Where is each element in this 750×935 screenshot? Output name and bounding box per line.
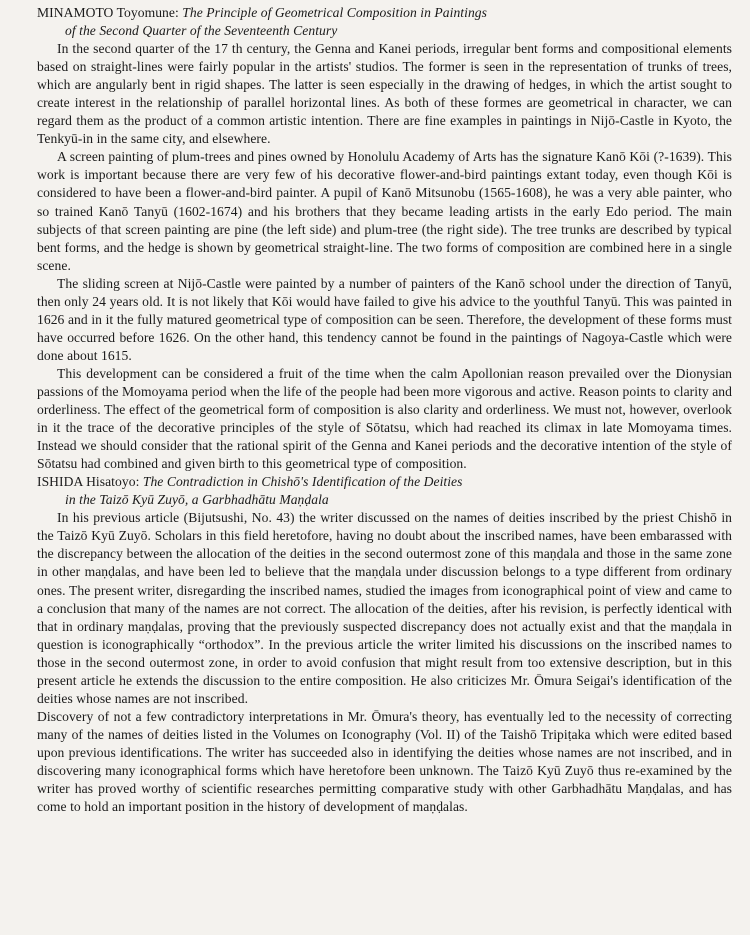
heading-line-1: [37, 4, 732, 22]
article-ishida: [37, 473, 732, 816]
article-heading: [37, 473, 732, 509]
article-title: The Principle of Geometrical Composition in Paintings: [182, 5, 487, 20]
paragraph: In his previous article (Bijutsushi, No. 43) the writer discussed on the names of deities inscribed by the priest Chishō in the Taizō Kyū Zuyō. Scholars in this field heretofore, having no doubt about the inscribed names, have been embarassed with the discrepancy between the allocation of the deities in the second outermost zone of this maṇḍala and those in the same zone in other maṇḍalas, and have been led to believe that the maṇḍala under discussion belongs to a type different from ordinary ones. The present writer, disregarding the inscribed names, studied the images from iconographical point of view and came to a conclusion that many of the names are not correct. The allocation of the deities, after his revision, is perfectly identical with that in ordinary maṇḍalas, proving that the previously suspected discrepancy does not actually exist and that the maṇḍala in question is iconographically “orthodox”. In the previous article the writer limited his discussions on the inscribed names to those in the second outermost zone, in order to avoid confusion that might result from too extensive description, but in this present article he extends the discussion to the entire composition. He also criticizes Mr. Ōmura Seigai's identification of the deities whose names are not inscribed.: [37, 510, 732, 706]
paragraph: In the second quarter of the 17 th century, the Genna and Kanei periods, irregular bent forms and compositional elements based on straight-lines were fairly popular in the artists' studios. The former is seen in the representation of trunks of trees, which are angularly bent in rigid shapes. The latter is seen especially in the drawing of hedges, in which the artist sought to create interest in the relationship of parallel horizontal lines. As both of these formes are geometrical in character, we can regard them as the product of a common artistic intention. There are fine examples in paintings in Nijō-Castle in Kyoto, the Tenkyū-in in the same city, and elsewhere.: [37, 41, 732, 147]
author-name: ISHIDA Hisatoyo: [37, 474, 136, 490]
colon-separator: :: [174, 5, 183, 20]
article-minamoto: [37, 4, 732, 473]
article-heading: [37, 4, 732, 40]
paragraph: This development can be considered a fruit of the time when the calm Apollonian reason prevailed over the Dionysian passions of the Momoyama period when the life of the people had been more vigorous and active. Reason points to clarity and orderliness. The effect of the geometrical form of composition is also clarity and orderliness. We must not, however, overlook in it the trace of the decorative principles of the style of Sōtatsu, which had reached its climax in late Momoyama times. Instead we should consider that the rational spirit of the Genna and Kanei periods and the decorative intention of the style of Sōtatsu had combined and given birth to this geometrical type of composition.: [37, 365, 732, 472]
paragraph: Discovery of not a few contradictory interpretations in Mr. Ōmura's theory, has eventually led to the necessity of correcting many of the names of deities listed in the Volumes on Iconography (Vol. II) of the Taishō Tripiṭaka which were edited based upon previous identifications. The writer has succeeded also in identifying the deities whose names are not inscribed, and in discovering many iconographical forms which have heretofore been unknown. The Taizō Kyū Zuyō thus re-examined by the writer has proved worthy of scientific researches permitting comparative study with other Garbhadhātu Maṇḍalas, and has come to hold an important position in the history of development of maṇḍalas.: [37, 708, 732, 815]
paragraph: A screen painting of plum-trees and pines owned by Honolulu Academy of Arts has the signature Kanō Kōi (?-1639). This work is important because there are very few of his decorative flower-and-bird paintings extant today, even though Kōi is considered to have been a flower-and-bird painter. A pupil of Kanō Mitsunobu (1565-1608), he was a very able painter, who so trained Kanō Tanyū (1602-1674) and his brothers that they became leading artists in the early Edo period. The main subjects of that screen painting are pine (the left side) and plum-tree (the right side). The tree trunks are described by typical bent forms, and the hedge is shown by geometrical straight-line. The two forms of composition are combined here in a single scene.: [37, 149, 732, 273]
author-name: MINAMOTO Toyomune: [37, 5, 175, 20]
article-title-continued: of the Second Quarter of the Seventeenth Century: [65, 23, 338, 39]
colon-separator: :: [135, 474, 143, 490]
article-title-continued: in the Taizō Kyū Zuyō, a Garbhadhātu Maṇḍala: [65, 492, 329, 508]
article-title: The Contradiction in Chishō's Identification of the Deities: [142, 474, 463, 490]
paragraph: The sliding screen at Nijō-Castle were painted by a number of painters of the Kanō school under the direction of Tanyū, then only 24 years old. It is not likely that Kōi would have failed to give his advice to the youthful Tanyū. This was painted in 1626 and in it the fully matured geometrical type of composition can be seen. Therefore, the development of these forms must have occurred before 1626. On the other hand, this tendency cannot be found in the paintings of Nagoya-Castle which were done about 1615.: [37, 275, 732, 363]
heading-line-1: [37, 473, 732, 491]
